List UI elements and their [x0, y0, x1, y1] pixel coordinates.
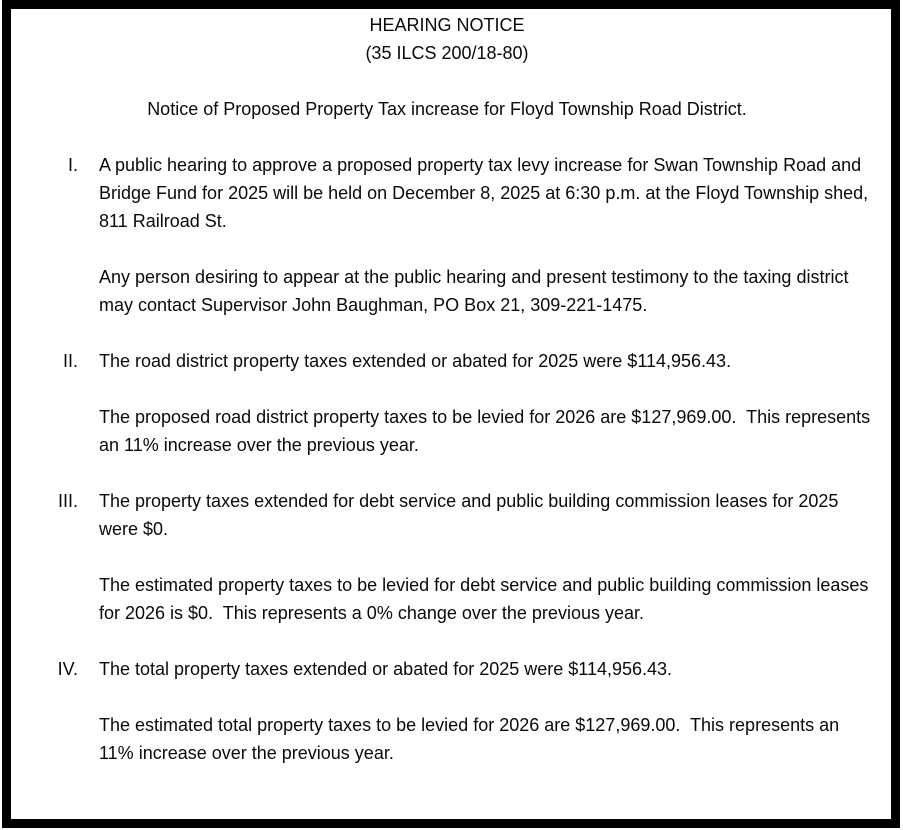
section-2-numeral: II. — [62, 351, 78, 371]
section-4-paragraph-1: The total property taxes extended or abated for 2025 were $114,956.43. — [99, 659, 673, 679]
section-2-paragraph-2: The proposed road district property taxes to be levied for 2026 are $127,969.00. This represents an 11% increase over the previous year. — [99, 407, 876, 455]
section-1 — [21, 151, 873, 347]
section-2-paragraph-1: The road district property taxes extended or abated for 2025 were $114,956.43. — [99, 351, 732, 371]
section-3 — [21, 487, 873, 655]
section-4-row-1 — [21, 655, 873, 711]
section-1-gutter-spacer — [21, 263, 99, 347]
section-1-paragraph-1: A public hearing to approve a proposed property tax levy increase for Swan Township Road and Bridge Fund for 2025 will be held on December 8, 2025 at 6:30 p.m. at the Floyd Township shed, 811 Railroad St. — [99, 155, 874, 231]
section-3-row-1 — [21, 487, 873, 571]
document-subtitle: Notice of Proposed Property Tax increase for Floyd Township Road District. — [147, 99, 747, 119]
section-4-paragraph-2: The estimated total property taxes to be levied for 2026 are $127,969.00. This represents an 11% increase over the previous year. — [99, 715, 845, 763]
section-1-row-1 — [21, 151, 873, 263]
document-border — [2, 0, 900, 828]
section-3-numeral: III. — [57, 491, 78, 511]
document-title: HEARING NOTICE — [369, 15, 525, 35]
section-3-paragraph-1: The property taxes extended for debt service and public building commission leases for 2025 were $0. — [99, 491, 844, 539]
section-2-row-2 — [21, 403, 876, 487]
section-4-row-2 — [21, 711, 873, 795]
section-4-numeral: IV. — [57, 659, 78, 679]
section-1-paragraph-2: Any person desiring to appear at the public hearing and present testimony to the taxing district may contact Supervisor John Baughman, PO Box 21, 309-221-1475. — [99, 267, 854, 315]
section-2-gutter-spacer — [21, 403, 99, 487]
section-1-numeral: I. — [67, 155, 78, 175]
section-3-paragraph-2: The estimated property taxes to be levied for debt service and public building commission leases for 2026 is $0. This represents a 0% change over the previous year. — [99, 575, 874, 623]
section-3-row-2 — [21, 571, 873, 655]
section-1-row-2 — [21, 263, 873, 347]
statute-citation: (35 ILCS 200/18-80) — [365, 43, 529, 63]
section-4 — [21, 655, 873, 795]
section-2 — [21, 347, 876, 487]
hearing-notice-document — [11, 9, 891, 795]
section-3-gutter-spacer — [21, 571, 99, 655]
section-2-row-1 — [21, 347, 873, 403]
section-4-gutter-spacer — [21, 711, 99, 795]
title-block — [21, 11, 873, 67]
